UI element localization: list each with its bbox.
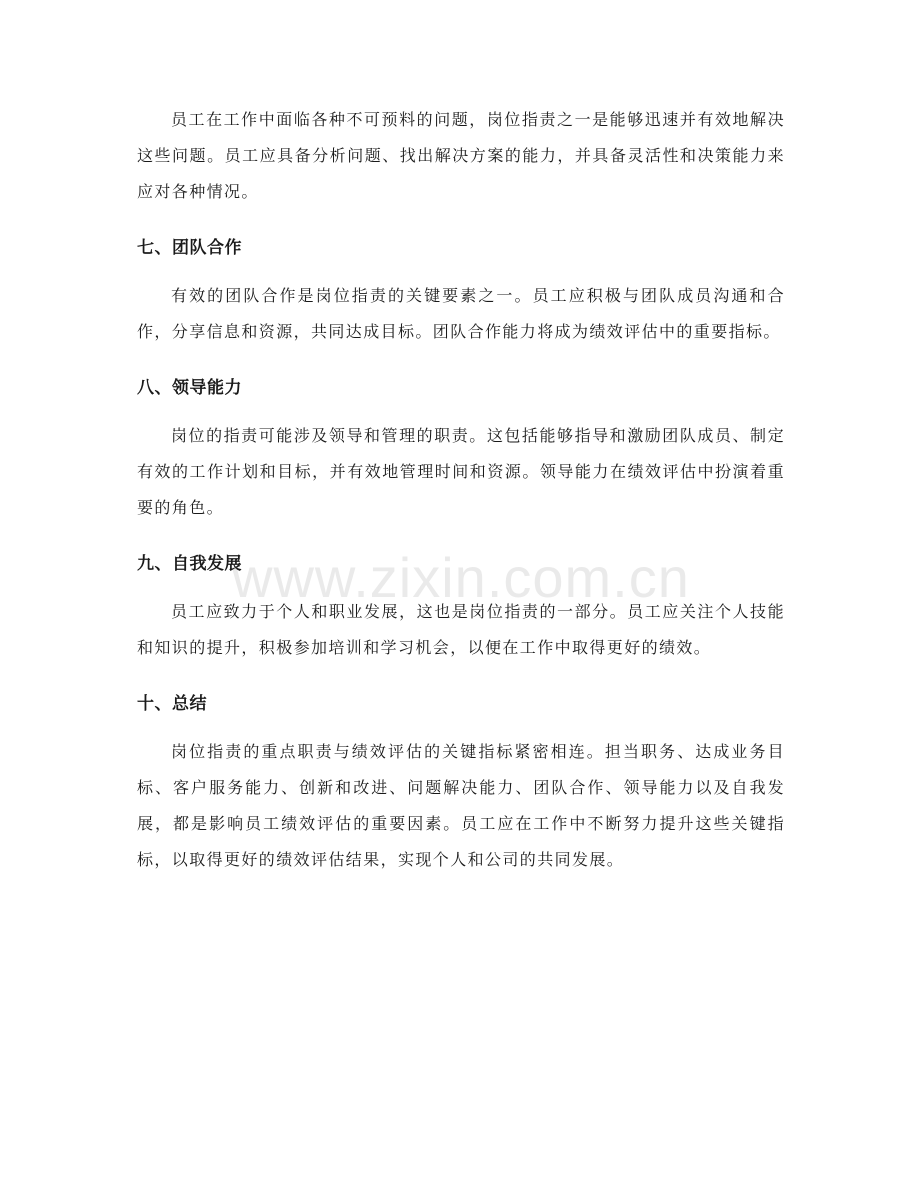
section-paragraph-leadership: 岗位的指责可能涉及领导和管理的职责。这包括能够指导和激励团队成员、制定有效的工作计划和目标，并有效地管理时间和资源。领导能力在绩效评估中扮演着重要的角色。: [137, 426, 785, 517]
intro-paragraph: 员工在工作中面临各种不可预料的问题，岗位指责之一是能够迅速并有效地解决这些问题。员工应具备分析问题、找出解决方案的能力，并具备灵活性和决策能力来应对各种情况。: [137, 110, 785, 201]
section-heading-leadership: 八、领导能力: [137, 378, 242, 398]
watermark: www.zixin.com.cn: [232, 546, 690, 609]
section-paragraph-self-development: 员工应致力于个人和职业发展，这也是岗位指责的一部分。员工应关注个人技能和知识的提升，积极参加培训和学习机会，以便在工作中取得更好的绩效。: [137, 602, 785, 657]
section-paragraph-summary: 岗位指责的重点职责与绩效评估的关键指标紧密相连。担当职务、达成业务目标、客户服务能力、创新和改进、问题解决能力、团队合作、领导能力以及自我发展，都是影响员工绩效评估的重要因素。员工应在工作中不断努力提升这些关键指标，以取得更好的绩效评估结果，实现个人和公司的共同发展。: [137, 742, 785, 869]
section-paragraph-team: 有效的团队合作是岗位指责的关键要素之一。员工应积极与团队成员沟通和合作，分享信息和资源，共同达成目标。团队合作能力将成为绩效评估中的重要指标。: [137, 286, 785, 341]
section-heading-team: 七、团队合作: [137, 238, 242, 258]
section-heading-summary: 十、总结: [137, 694, 207, 714]
section-heading-self-development: 九、自我发展: [137, 554, 242, 574]
document-body: [137, 102, 785, 878]
